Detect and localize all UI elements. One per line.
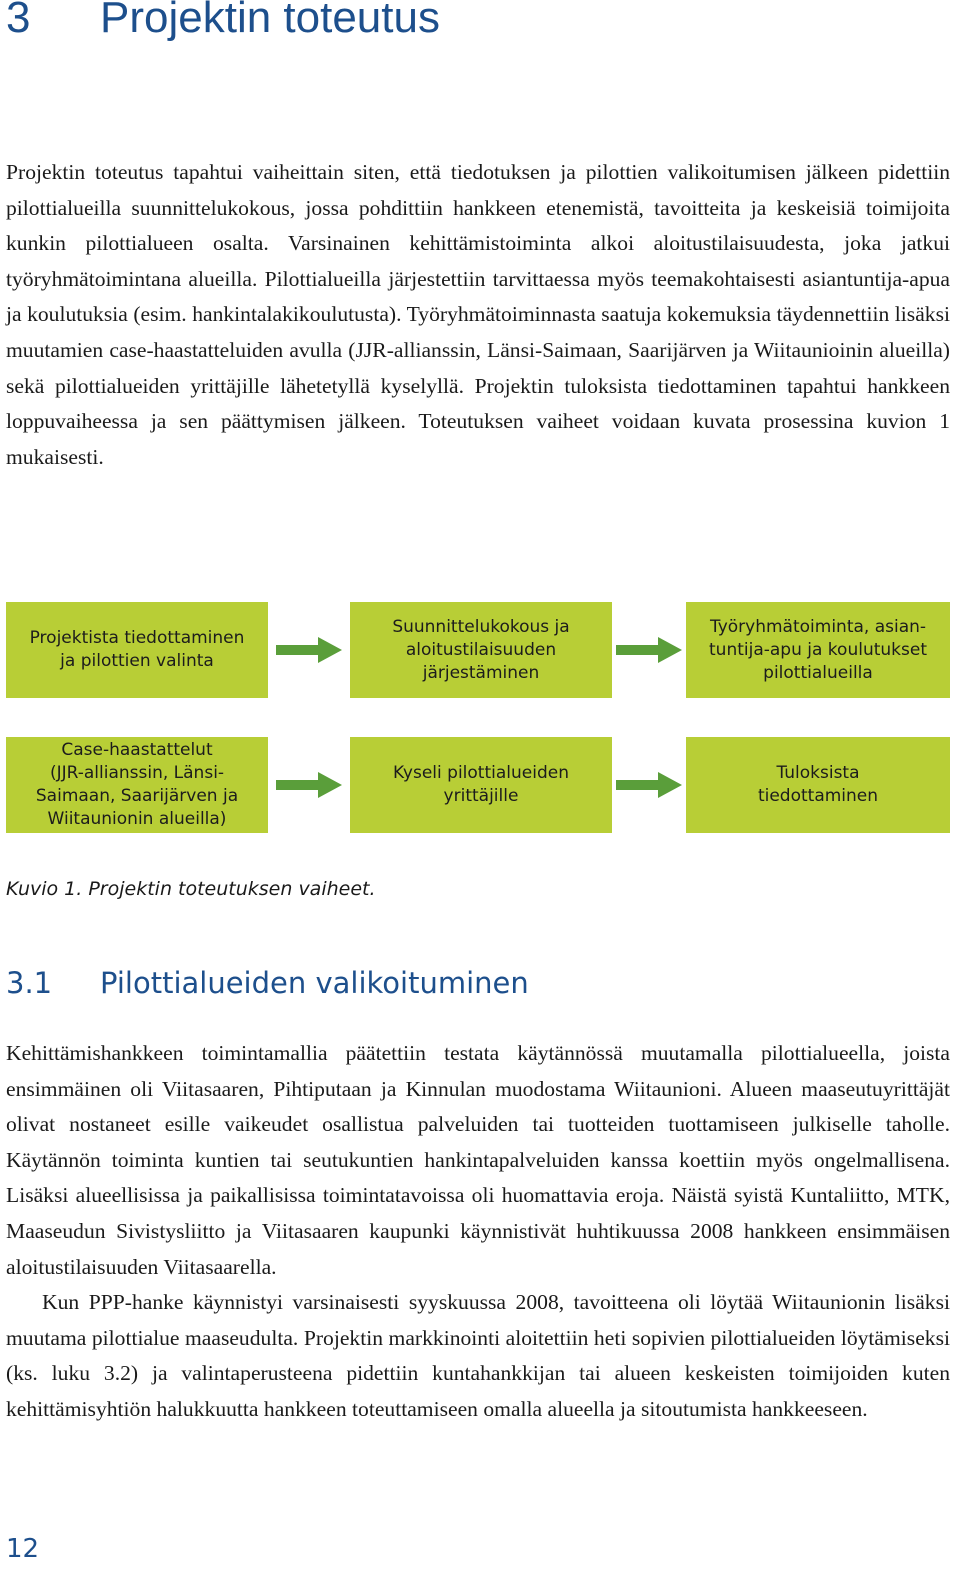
section-body: [6, 1036, 950, 1428]
flow-step-5: Kyseli pilottialueiden yrittäjille: [350, 737, 612, 833]
section-title: Pilottialueiden valikoituminen: [100, 966, 529, 1000]
flow-step-2: Suunnittelukokous ja aloitustilaisuuden järjestäminen: [350, 602, 612, 698]
flow-arrow-4-icon: [614, 770, 684, 800]
figure-caption: Kuvio 1. Projektin toteutuksen vaiheet.: [6, 878, 376, 900]
intro-paragraph: Projektin toteutus tapahtui vaiheittain siten, että tiedotuksen ja pilottien valikoitumisen jälkeen pidettiin pilottialueilla suunnittelukokous, jossa pohdittiin hankkeen etenemistä, tavoitteita ja keskeisiä toimijoita kunkin pilottialueen osalta. Varsinainen kehittämistoiminta alkoi aloitustilaisuudesta, joka jatkui työryhmätoimintana alueilla. Pilottialueilla järjestettiin tarvittaessa myös teemakohtaisesti asiantuntija-apua ja koulutuksia (esim. hankintalakikoulutusta). Työryhmätoiminnasta saatuja kokemuksia täydennettiin lisäksi muutamien case-haastatteluiden avulla (JJR-allianssin, Länsi-Saimaan, Saarijärven ja Wiitaunioinin alueilla) sekä pilottialueiden yrittäjille lähetetyllä kyselyllä. Projektin tuloksista tiedottaminen tapahtui hankkeen loppuvaiheessa ja sen päättymisen jälkeen. Toteutuksen vaiheet voidaan kuvata prosessina kuvion 1 mukaisesti.: [6, 160, 950, 469]
page-number: 12: [6, 1534, 40, 1564]
chapter-number: 3: [6, 0, 31, 42]
flow-step-4: Case-haastattelut (JJR-allianssin, Länsi- Saimaan, Saarijärven ja Wiitaunionin alueilla): [6, 737, 268, 833]
section-paragraph-1: Kehittämishankkeen toimintamallia päätettiin testata käytännössä muutamalla pilottialueella, joista ensimmäinen oli Viitasaaren, Pihtiputaan ja Kinnulan muodostama Wiitaunioni. Alueen maaseutuyrittäjät olivat nostaneet esille vaikeudet osallistua palveluiden tai tuotteiden tuottamiseen julkiselle taholle. Käytännön toiminta kuntien tai seutukuntien hankintapalveluiden kanssa koettiin myös ongelmallisena. Lisäksi alueellisissa ja paikallisissa toimintatavoissa oli huomattavia eroja. Näistä syistä Kuntaliitto, MTK, Maaseudun Sivistysliitto ja Viitasaaren kaupunki käynnistivät huhtikuussa 2008 hankkeen ensimmäisen aloitustilaisuuden Viitasaarella.: [6, 1041, 950, 1279]
flow-step-3: Työryhmätoiminta, asian- tuntija-apu ja koulutukset pilottialueilla: [686, 602, 950, 698]
flow-arrow-2-icon: [614, 635, 684, 665]
section-number: 3.1: [6, 966, 53, 1000]
section-paragraph-2: Kun PPP-hanke käynnistyi varsinaisesti syyskuussa 2008, tavoitteena oli löytää Wiitaunionin lisäksi muutama pilottialue maaseudulta. Projektin markkinointi aloitettiin heti sopivien pilottialueiden löytämiseksi (ks. luku 3.2) ja valintaperusteena pidettiin kuntahankkijan tai alueen keskeisten toimijoiden kuten kehittämisyhtiön halukkuutta hankkeen toteuttamiseen omalla alueella ja sitoutumista hankkeeseen.: [6, 1290, 950, 1421]
chapter-title: Projektin toteutus: [100, 0, 440, 42]
section-heading: [6, 966, 529, 1000]
chapter-heading: [6, 0, 440, 45]
flow-arrow-1-icon: [274, 635, 344, 665]
flow-arrow-3-icon: [274, 770, 344, 800]
flow-step-6: Tuloksista tiedottaminen: [686, 737, 950, 833]
flow-step-1: Projektista tiedottaminen ja pilottien valinta: [6, 602, 268, 698]
